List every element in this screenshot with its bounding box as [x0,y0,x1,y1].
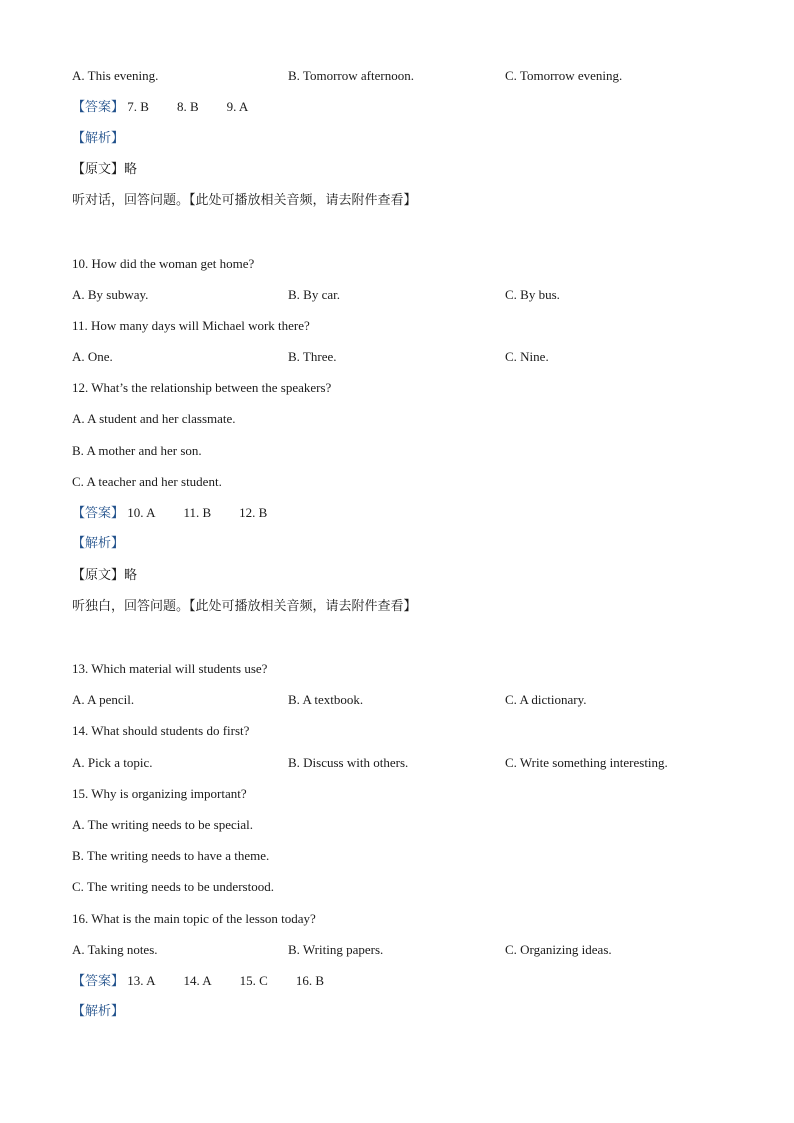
answer-label: 【答案】 [72,506,125,521]
option-c: C. By bus. [505,287,560,302]
answer-item: 8. B [176,99,199,114]
answer-item: 7. B [127,99,149,114]
answer-item: 9. A [226,99,249,114]
question-10: 10. How did the woman get home? [72,256,255,271]
option-a: A. By subway. [72,287,149,302]
option-a: A. A pencil. [72,692,135,707]
analysis-label-1: 【解析】 [72,131,125,146]
option-c: C. Write something interesting. [505,755,668,770]
option-b: B. Discuss with others. [288,755,409,770]
answer-item: 16. B [295,973,324,988]
question-14: 14. What should students do first? [72,723,250,738]
answer-line-2 [72,505,267,522]
option-a: A. One. [72,349,113,364]
answer-item: 10. A [127,505,156,520]
q12-option-c: C. A teacher and her student. [72,474,222,489]
answer-label: 【答案】 [72,974,125,989]
option-c: C. Organizing ideas. [505,942,612,957]
dialogue-instruction: 听对话，回答问题。【此处可播放相关音频，请去附件查看】 [72,193,417,208]
original-line-1: 【原文】略 [72,162,138,177]
answer-label: 【答案】 [72,100,125,115]
q12-option-b: B. A mother and her son. [72,443,202,458]
q12-option-a: A. A student and her classmate. [72,411,236,426]
original-line-2: 【原文】略 [72,568,138,583]
option-a: A. Pick a topic. [72,755,153,770]
answer-item: 13. A [127,973,156,988]
answer-item: 15. C [239,973,268,988]
answer-line-1 [72,99,248,116]
option-b: B. Writing papers. [288,942,384,957]
answer-item: 12. B [239,505,268,520]
option-c: C. A dictionary. [505,692,587,707]
option-b: B. Three. [288,349,337,364]
answer-line-3 [72,973,324,990]
analysis-label-3: 【解析】 [72,1004,125,1019]
question-12: 12. What’s the relationship between the speakers? [72,380,332,395]
option-b: B. A textbook. [288,692,364,707]
analysis-label-2: 【解析】 [72,536,125,551]
answer-item: 14. A [183,973,212,988]
option-a: A. Taking notes. [72,942,158,957]
option-c: C. Tomorrow evening. [505,68,623,83]
answer-item: 11. B [183,505,212,520]
question-11: 11. How many days will Michael work there? [72,318,310,333]
option-a: A. This evening. [72,68,159,83]
q15-option-c: C. The writing needs to be understood. [72,879,274,894]
q15-option-a: A. The writing needs to be special. [72,817,253,832]
monologue-instruction: 听独白，回答问题。【此处可播放相关音频，请去附件查看】 [72,599,417,614]
question-15: 15. Why is organizing important? [72,786,247,801]
option-b: B. By car. [288,287,340,302]
option-b: B. Tomorrow afternoon. [288,68,414,83]
option-c: C. Nine. [505,349,549,364]
question-16: 16. What is the main topic of the lesson today? [72,911,316,926]
q15-option-b: B. The writing needs to have a theme. [72,848,270,863]
question-13: 13. Which material will students use? [72,661,268,676]
